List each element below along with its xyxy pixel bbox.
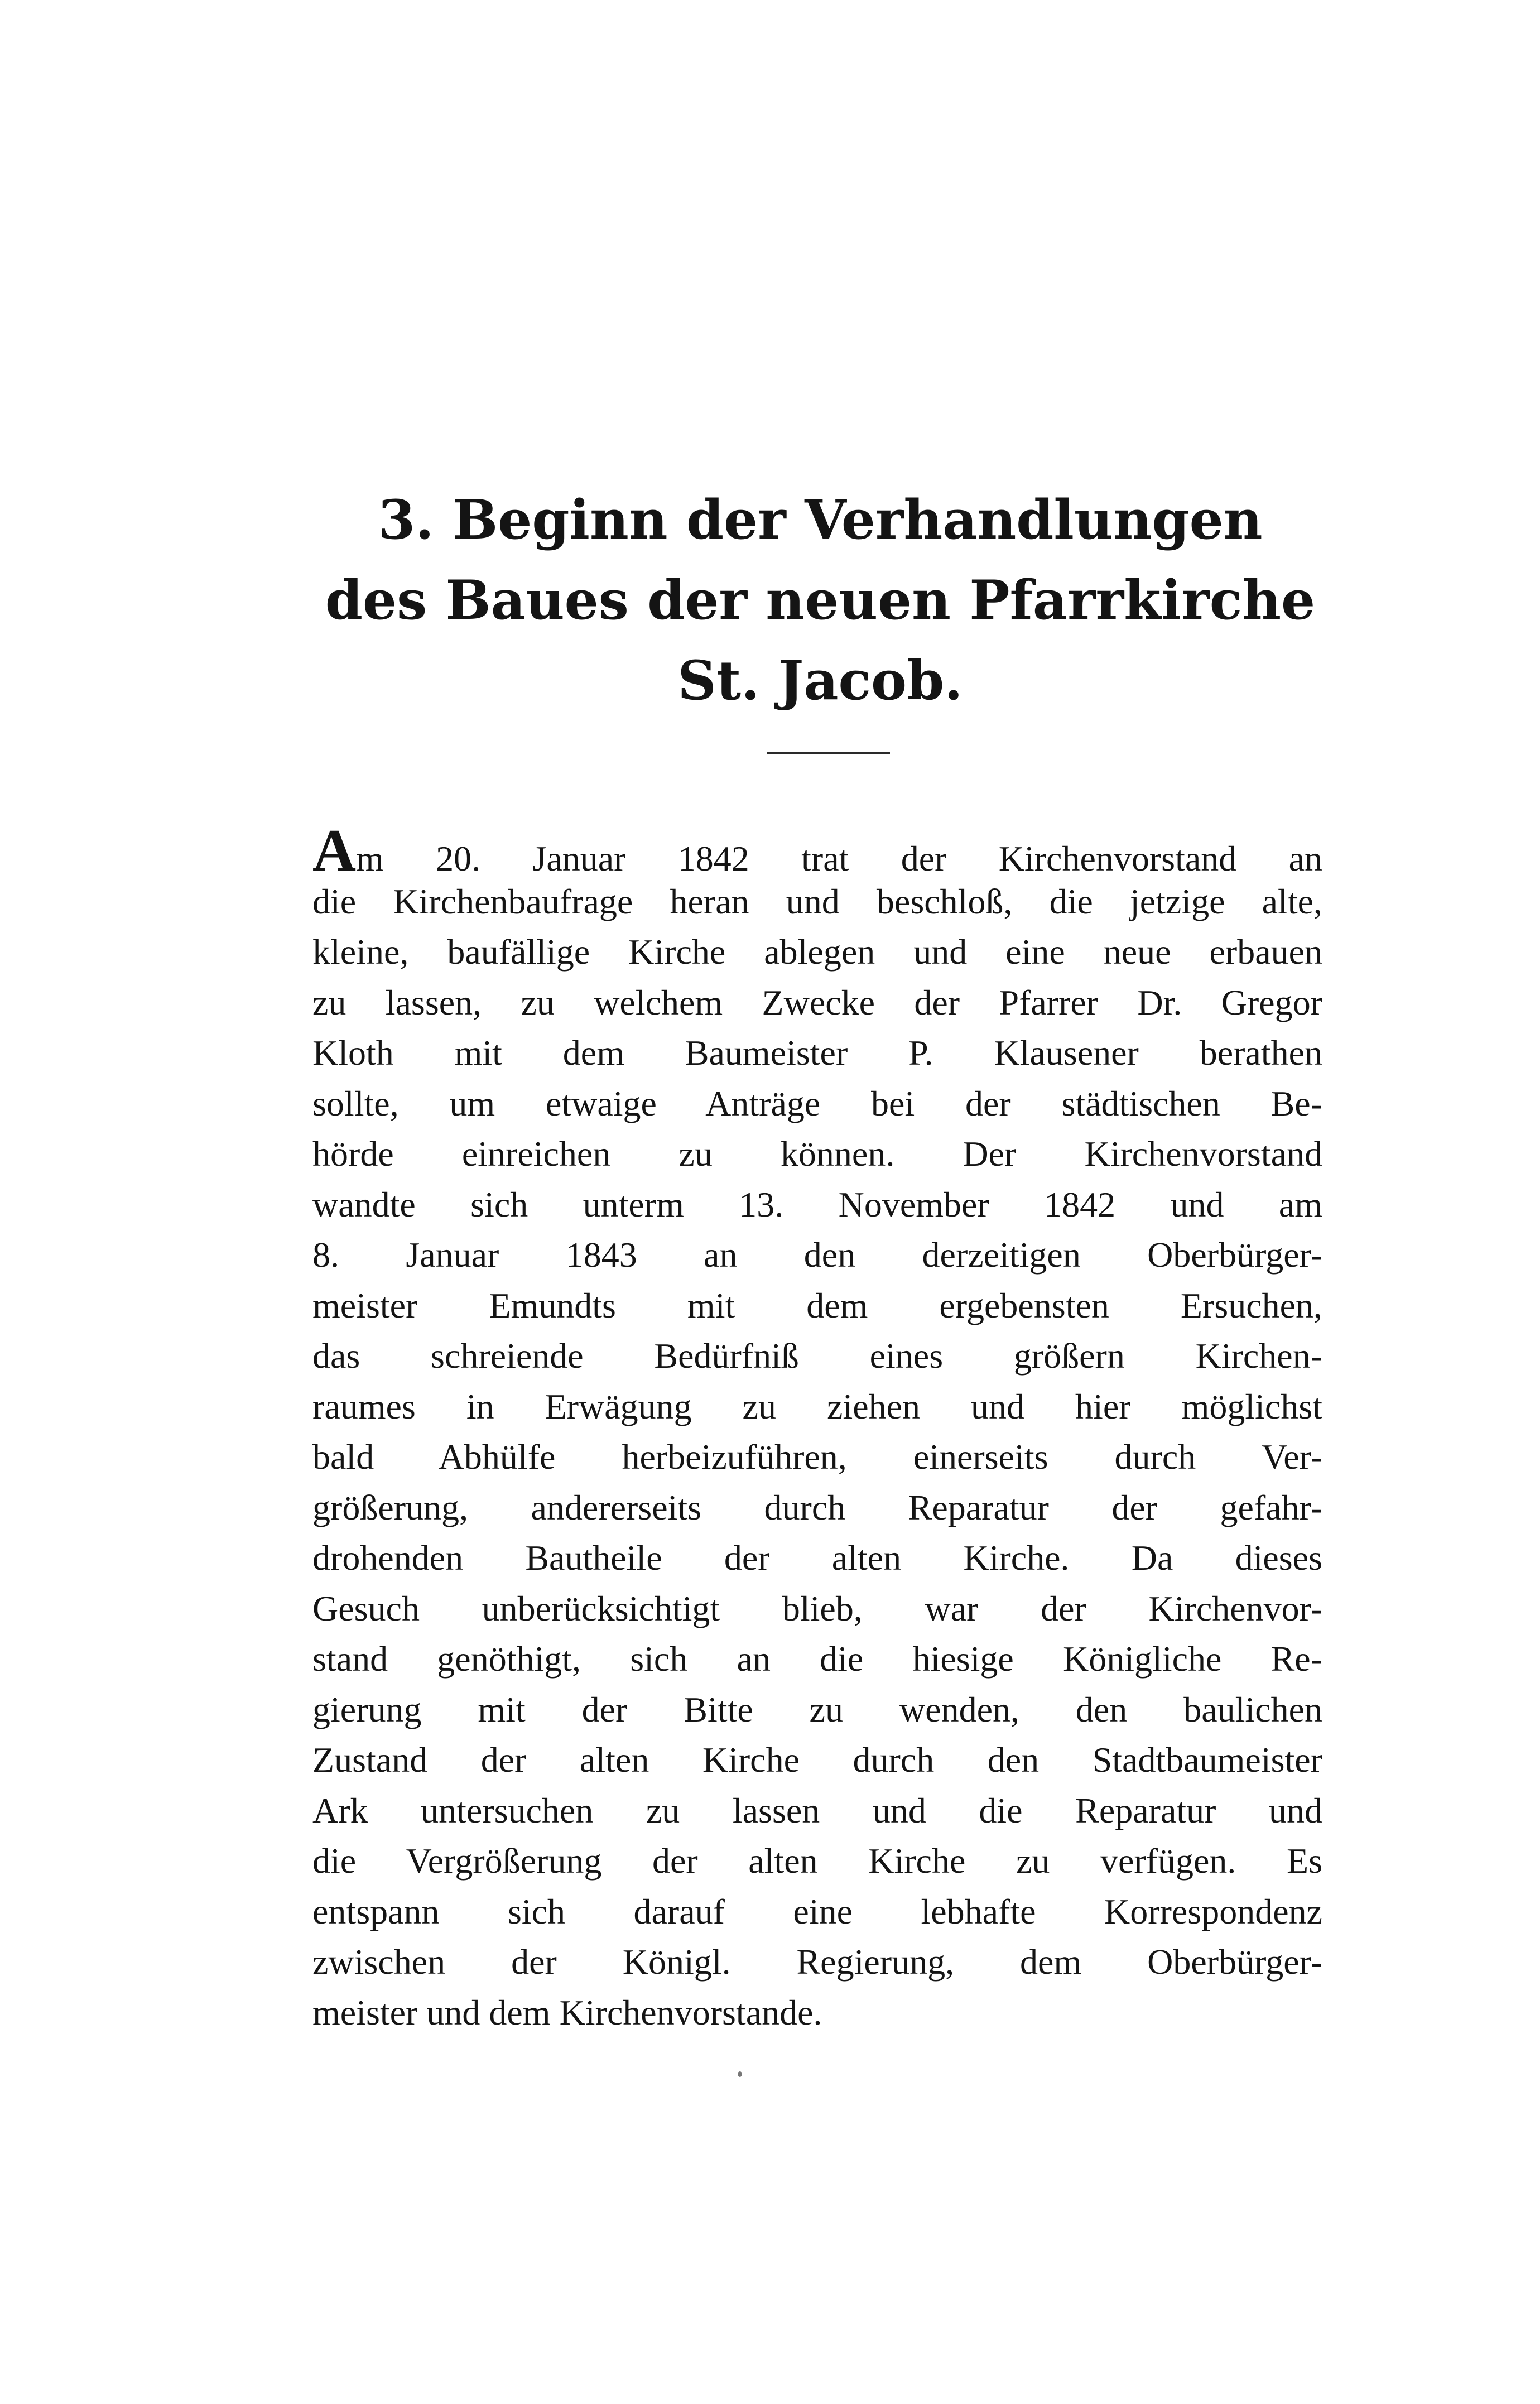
- paper-speck: [738, 2071, 742, 2077]
- text-line: gierung mit der Bitte zu wenden, den baulichen: [312, 1689, 1322, 1729]
- text-line: bald Abhülfe herbeizuführen, einerseits durch Ver-: [312, 1437, 1322, 1477]
- text-line: Zustand der alten Kirche durch den Stadtbaumeister: [312, 1740, 1322, 1780]
- text-line: die Kirchenbaufrage heran und beschloß, die jetzige alte,: [312, 881, 1322, 921]
- text-line: entspann sich darauf eine lebhafte Korrespondenz: [312, 1891, 1322, 1931]
- text-line: stand genöthigt, sich an die hiesige Königliche Re-: [312, 1639, 1322, 1679]
- text-line: Ark untersuchen zu lassen und die Reparatur und: [312, 1790, 1322, 1830]
- chapter-heading: [301, 480, 1339, 721]
- text-line: hörde einreichen zu können. Der Kirchenvorstand: [312, 1134, 1322, 1174]
- text-line: zu lassen, zu welchem Zwecke der Pfarrer Dr. Gregor: [312, 982, 1322, 1022]
- drop-cap: A: [312, 826, 356, 877]
- text-line: [312, 826, 1322, 877]
- text-line: größerung, andererseits durch Reparatur der gefahr-: [312, 1487, 1322, 1527]
- body-text: [312, 826, 1322, 2038]
- text-line: zwischen der Königl. Regierung, dem Oberbürger-: [312, 1942, 1322, 1982]
- text-line: Kloth mit dem Baumeister P. Klausener berathen: [312, 1033, 1322, 1073]
- text-line: sollte, um etwaige Anträge bei der städtischen Be-: [312, 1083, 1322, 1123]
- text-line: die Vergrößerung der alten Kirche zu verfügen. Es: [312, 1841, 1322, 1881]
- text-line-content: m 20. Januar 1842 trat der Kirchenvorstand an: [356, 839, 1322, 877]
- text-line: drohenden Bautheile der alten Kirche. Da dieses: [312, 1538, 1322, 1578]
- text-line: Gesuch unberücksichtigt blieb, war der Kirchenvor-: [312, 1588, 1322, 1628]
- text-line: 8. Januar 1843 an den derzeitigen Oberbürger-: [312, 1235, 1322, 1275]
- text-line: meister Emundts mit dem ergebensten Ersuchen,: [312, 1285, 1322, 1325]
- text-line: kleine, baufällige Kirche ablegen und eine neue erbauen: [312, 932, 1322, 972]
- text-line: das schreiende Bedürfniß eines größern Kirchen-: [312, 1336, 1322, 1376]
- text-line: wandte sich unterm 13. November 1842 und am: [312, 1184, 1322, 1224]
- text-line: raumes in Erwägung zu ziehen und hier möglichst: [312, 1386, 1322, 1426]
- text-line: meister und dem Kirchenvorstande.: [312, 1992, 822, 2032]
- heading-line: St. Jacob.: [677, 649, 963, 712]
- section-divider: [767, 752, 890, 754]
- heading-line: des Baues der neuen Pfarrkirche: [325, 569, 1316, 632]
- heading-line: 3. Beginn der Verhandlungen: [378, 488, 1263, 551]
